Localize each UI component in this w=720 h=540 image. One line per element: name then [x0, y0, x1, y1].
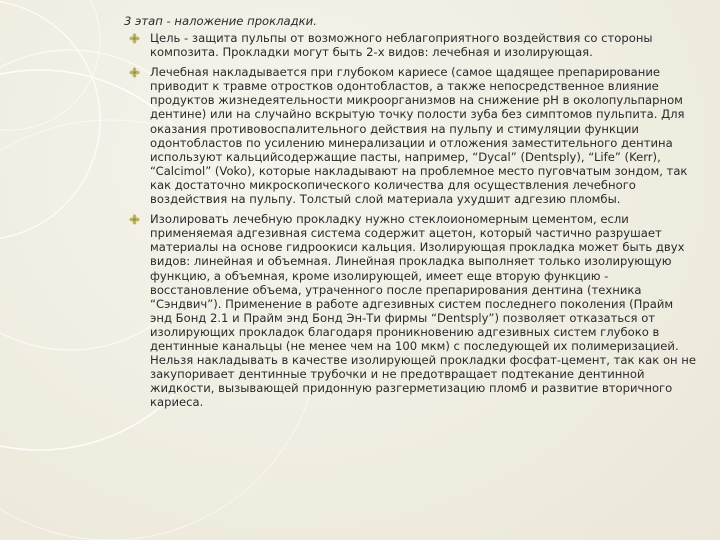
- flower-bullet-icon: [129, 67, 140, 78]
- flower-bullet-icon: [129, 33, 140, 44]
- bullet-list: [124, 31, 698, 409]
- bullet-item: [124, 212, 698, 409]
- bullet-item: [124, 31, 698, 59]
- flower-bullet-icon: [129, 214, 140, 225]
- bullet-text: Лечебная накладывается при глубоком кариесе (самое щадящее препарирование приводит к травме отростков одонтобластов, а также непосредственное влияние продуктов жизнедеятельности микроорганизмов на снижение pH в околопульпарном дентине) или на случайно вскрытую точку полости зуба без симптомов пульпита. Для оказания противовоспалительного действия на пульпу и стимуляции функции одонтобластов по усилению минерализации и отложения заместительного дентина используют кальцийсодержащие пасты, например, “Dycal” (Dentsply), “Life” (Kerr), “Calcimol” (Voko), которые накладывают на проблемное место пуговчатым зондом, так как достаточно микроскопического количества для осуществления лечебного воздействия на пульпу. Толстый слой материала ухудшит адгезию пломбы.: [150, 65, 688, 207]
- text-content: [124, 14, 698, 415]
- bullet-text: Цель - защита пульпы от возможного неблагоприятного воздействия со стороны композита. Прокладки могут быть 2-х видов: лечебная и изолирующая.: [150, 31, 653, 60]
- slide-heading: 3 этап - наложение прокладки.: [124, 14, 317, 28]
- bullet-text: Изолировать лечебную прокладку нужно стеклоиономерным цементом, если применяемая адгезивная система содержит ацетон, который частично разрушает материалы на основе гидроокиси кальция. Изолирующая прокладка может быть двух видов: линейная и объемная. Линейная прокладка выполняет только изолирующую функцию, а объемная, кроме изолирующей, имеет еще вторую функцию - восстановление объема, утраченного после препарирования дентина (техника “Сэндвич”). Применение в работе адгезивных систем последнего поколения (Прайм энд Бонд 2.1 и Прайм энд Бонд Эн-Ти фирмы “Dentsply”) позволяет отказаться от изолирующих прокладок благодаря проникновению адгезивных систем глубоко в дентинные канальцы (не менее чем на 100 мкм) с последующей их полимеризацией. Нельзя накладывать в качестве изолирующей прокладки фосфат-цемент, так как он не закупоривает дентинные трубочки и не предотвращает подтекание дентинной жидкости, вызывающей придонную разгерметизацию пломб и развитие вторичного кариеса.: [150, 212, 697, 410]
- bullet-item: [124, 65, 698, 206]
